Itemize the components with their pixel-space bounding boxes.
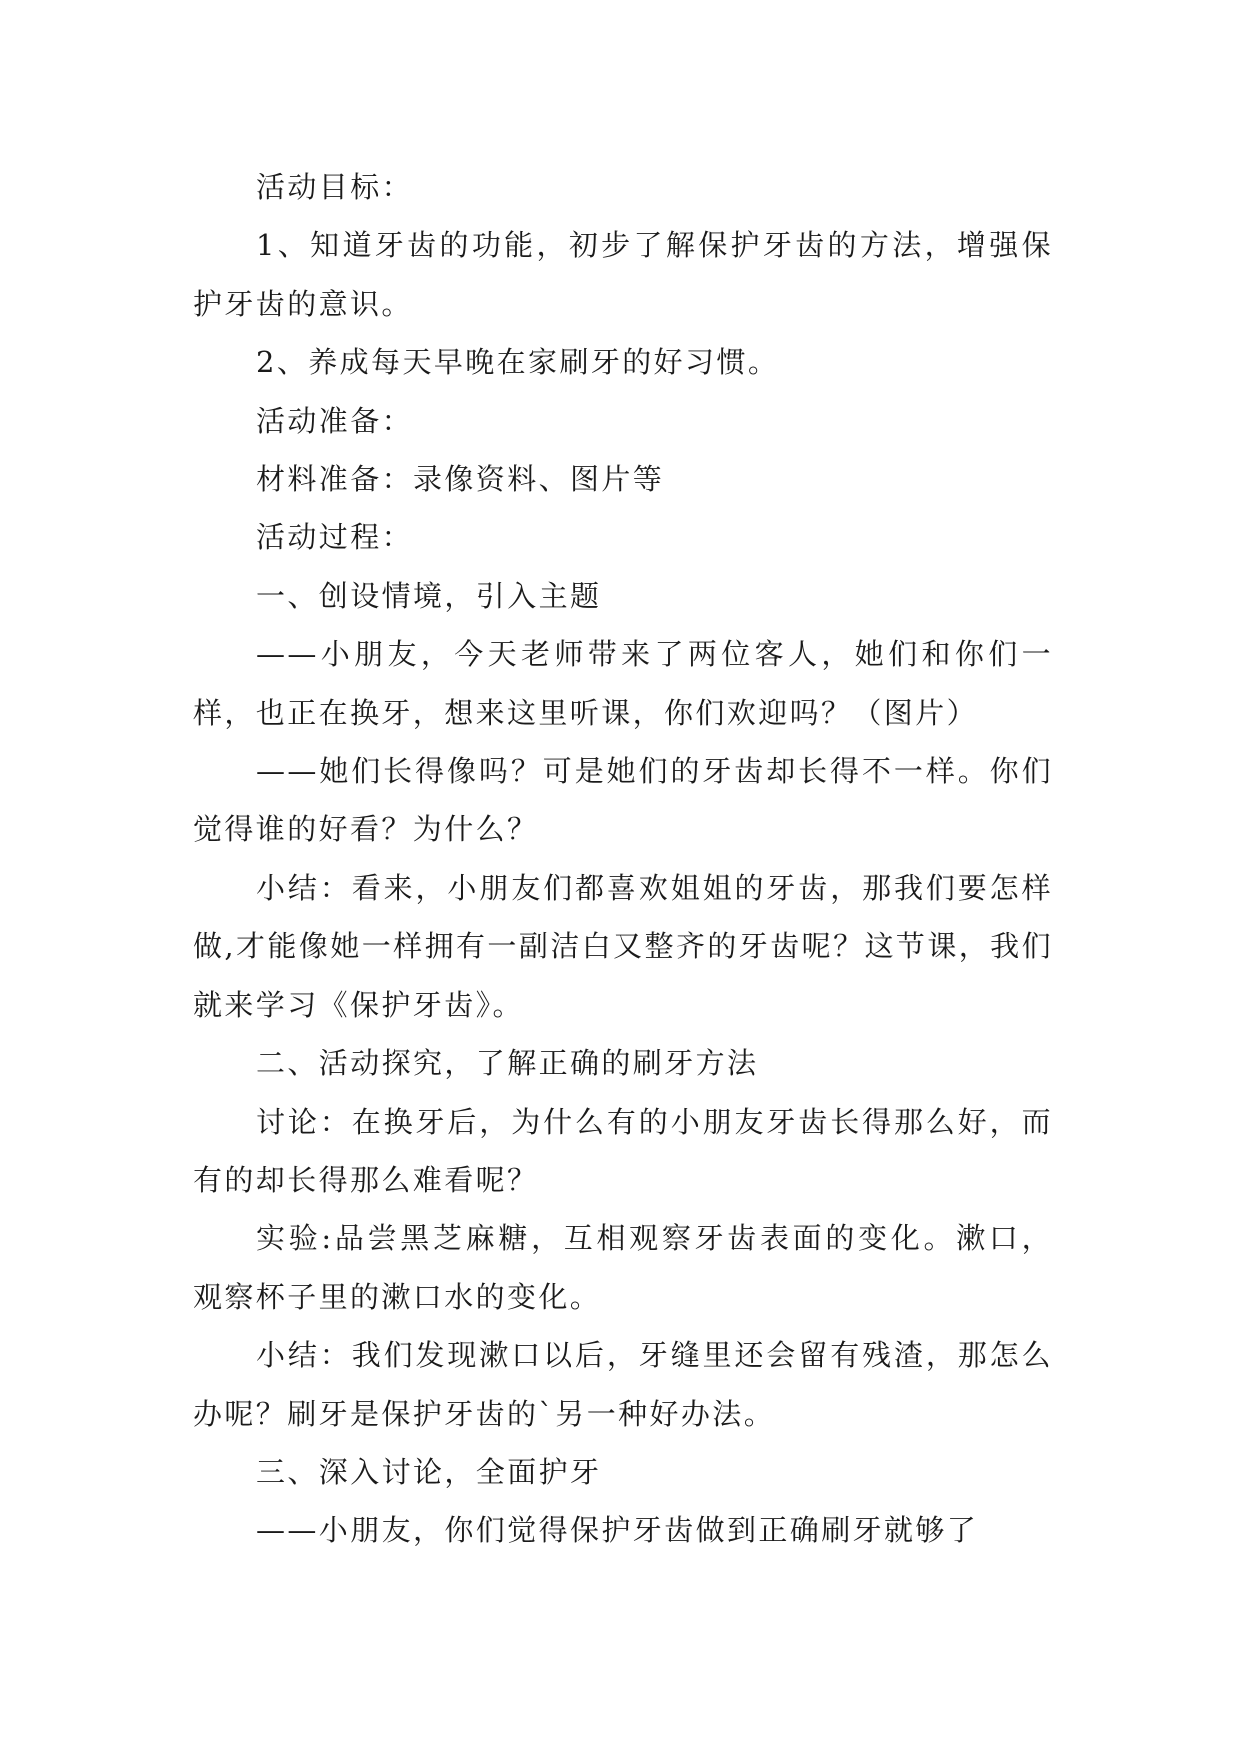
goal-item-1: 1、知道牙齿的功能，初步了解保护牙齿的方法，增强保护牙齿的意识。 [193,228,1053,321]
section-heading-3: 三、深入讨论，全面护牙 [256,1454,602,1489]
heading-activity-process: 活动过程： [256,520,414,555]
materials-preparation: 材料准备：录像资料、图片等 [256,462,665,497]
paragraph-intro-guests: ——小朋友，今天老师带来了两位客人，她们和你们一样，也正在换牙，想来这里听课，你们欢迎吗？（图片） [193,637,1053,730]
paragraph-experiment: 实验:品尝黑芝麻糖，互相观察牙齿表面的变化。漱口，观察杯子里的漱口水的变化。 [193,1221,1053,1314]
paragraph-summary-2: 小结：我们发现漱口以后，牙缝里还会留有残渣，那怎么办呢？刷牙是保护牙齿的`另一种好办法。 [193,1338,1053,1431]
paragraph-deep-discussion: ——小朋友，你们觉得保护牙齿做到正确刷牙就够了 [256,1513,979,1548]
paragraph-discussion: 讨论：在换牙后，为什么有的小朋友牙齿长得那么好，而有的却长得那么难看呢？ [193,1104,1053,1197]
document-body [193,158,1053,1560]
section-heading-2: 二、活动探究，了解正确的刷牙方法 [256,1046,759,1081]
heading-activity-preparation: 活动准备： [256,403,414,438]
goal-item-2: 2、养成每天早晚在家刷牙的好习惯。 [256,345,780,380]
paragraph-compare-teeth: ——她们长得像吗？可是她们的牙齿却长得不一样。你们觉得谁的好看？为什么？ [193,754,1053,847]
heading-activity-goals: 活动目标： [256,170,414,204]
section-heading-1: 一、创设情境，引入主题 [256,578,602,613]
paragraph-summary-1: 小结：看来，小朋友们都喜欢姐姐的牙齿，那我们要怎样做,才能像她一样拥有一副洁白又整齐的牙齿呢？这节课，我们就来学习《保护牙齿》。 [193,870,1053,1022]
